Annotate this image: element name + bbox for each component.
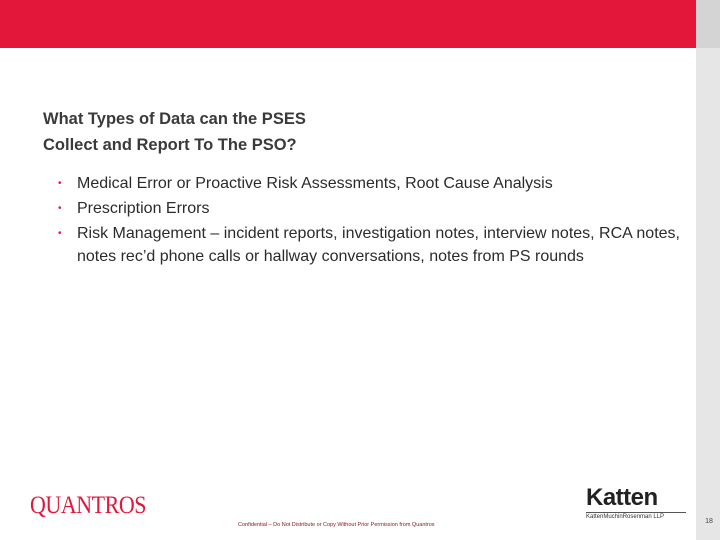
bullet-item: [58, 197, 698, 220]
bullet-dot: •: [58, 203, 62, 214]
page-number: 18: [705, 518, 713, 525]
confidential-note: Confidential – Do Not Distribute or Copy Without Prior Permission from Quantros: [238, 522, 435, 528]
bullet-text: Risk Management – incident reports, investigation notes, interview notes, RCA notes, notes rec’d phone calls or hallway conversations, notes from PS rounds: [77, 225, 680, 265]
katten-logo-subtitle: KattenMuchinRosenman LLP: [586, 512, 686, 520]
quantros-logo: [30, 490, 146, 518]
quantros-logo-text: QUANTROS: [30, 492, 146, 519]
slide-title-line-2: Collect and Report To The PSO?: [43, 136, 297, 154]
bullet-text: Medical Error or Proactive Risk Assessments, Root Cause Analysis: [77, 175, 553, 192]
katten-logo: [586, 484, 686, 524]
bullet-dot: •: [58, 228, 62, 239]
bullet-item: [58, 222, 697, 268]
bullet-list: [58, 172, 698, 270]
header-band: [0, 0, 696, 48]
side-strip-top: [696, 0, 720, 48]
slide-title: [43, 106, 643, 158]
bullet-dot: •: [58, 178, 62, 189]
slide-title-line-1: What Types of Data can the PSES: [43, 110, 306, 128]
bullet-item: [58, 172, 698, 195]
katten-logo-name: Katten: [586, 484, 658, 511]
bullet-text: Prescription Errors: [77, 200, 210, 217]
side-strip: [696, 0, 720, 540]
